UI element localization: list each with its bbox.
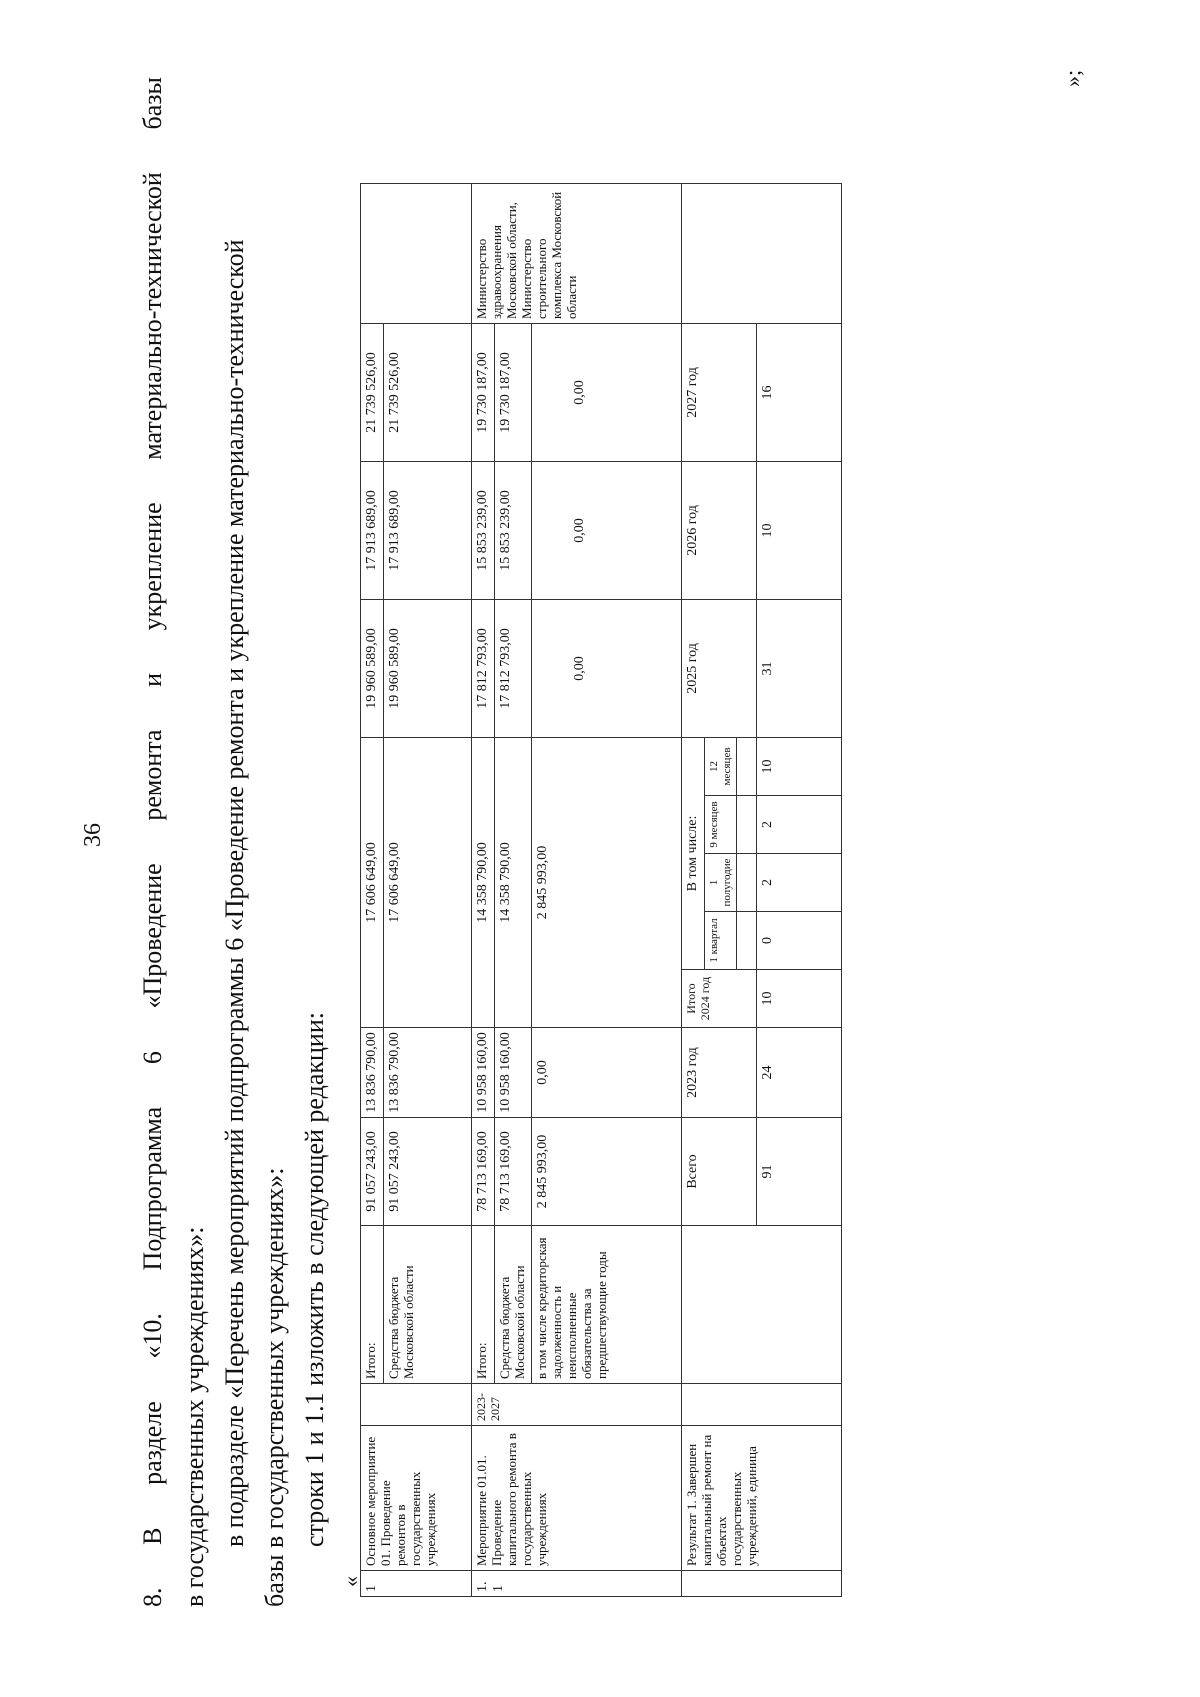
row-1-1-debt-value: 0,00 <box>532 1028 682 1118</box>
row-1-1-responsible: Министерство здравоохранения Московской области, Министерство строительного комплекса Московской области <box>472 183 682 323</box>
row-1-1-budget-value: 19 730 187,00 <box>495 323 532 461</box>
paragraph-8-line-2: в государственных учреждениях»: <box>180 1226 209 1607</box>
row-1-1-period: 2023-2027 <box>472 1384 682 1426</box>
paragraph-8-line-1: 8. В разделе «10. Подпрограмма 6 «Проведение ремонта и укрепление материально-технической базы <box>138 77 167 1607</box>
result-header-including: В том числе: <box>682 737 705 969</box>
row-1-1-budget-value: 15 853 239,00 <box>495 461 532 599</box>
result-header-total: Всего <box>682 1118 757 1226</box>
result-value-9-months: 2 <box>757 796 842 854</box>
row-1-name: Основное мероприятие 01. Проведение ремонтов в государственных учреждениях <box>361 1426 472 1571</box>
row-1-budget-value: 19 960 589,00 <box>384 599 472 737</box>
paragraph-10: строки 1 и 1.1 изложить в следующей редакции: <box>300 1012 329 1547</box>
row-1-budget-label: Средства бюджета Московской области <box>384 1226 472 1384</box>
result-value-12-months: 10 <box>757 737 842 795</box>
result-header-9-months: 9 месяцев <box>705 796 737 854</box>
result-value-q1: 0 <box>757 912 842 970</box>
row-1-1-total-value: 78 713 169,00 <box>472 1118 495 1226</box>
row-1-1-budget-value: 10 958 160,00 <box>495 1028 532 1118</box>
result-value-2027: 16 <box>757 323 842 461</box>
row-1-1-debt-value: 0,00 <box>532 323 682 461</box>
row-1-total-label: Итого: <box>361 1226 384 1384</box>
result-header-2026: 2026 год <box>682 461 757 599</box>
row-1-responsible <box>361 183 472 323</box>
result-name: Результат 1. Завершен капитальный ремонт на объектах государственных учреждений, единица <box>682 1426 842 1571</box>
row-1-1-debt-value: 2 845 993,00 <box>532 1118 682 1226</box>
opening-quote: « <box>338 1576 363 1587</box>
result-value-2024-total: 10 <box>757 970 842 1028</box>
row-1-1-debt-value: 2 845 993,00 <box>532 737 682 1027</box>
row-1-period <box>361 1384 472 1426</box>
row-1-total-value: 17 913 689,00 <box>361 461 384 599</box>
row-1-1-total-value: 15 853 239,00 <box>472 461 495 599</box>
row-1-number: 1 <box>361 1571 472 1597</box>
row-1-total-value: 91 057 243,00 <box>361 1118 384 1226</box>
row-1-1-total-value: 14 358 790,00 <box>472 737 495 1027</box>
closing-quote: »; <box>1060 69 1085 87</box>
row-1-1-total <box>472 96 495 1596</box>
row-1-1-total-value: 17 812 793,00 <box>472 599 495 737</box>
page-number: 36 <box>80 823 106 847</box>
row-1-1-debt-label: в том числе кредиторская задолженность и неисполненные обязательства за предшествующие годы <box>532 1226 682 1384</box>
result-header-2027: 2027 год <box>682 323 757 461</box>
activities-table <box>360 96 842 1597</box>
row-1-budget-value: 21 739 526,00 <box>384 323 472 461</box>
row-1-1-number: 1.1 <box>472 1571 682 1597</box>
row-1-total-value: 13 836 790,00 <box>361 1028 384 1118</box>
row-1-1-debt-value: 0,00 <box>532 461 682 599</box>
row-1-1-debt-value: 0,00 <box>532 599 682 737</box>
row-1-total-value: 21 739 526,00 <box>361 323 384 461</box>
result-header-2024-total: Итого 2024 год <box>682 970 757 1028</box>
result-header-q1: 1 квартал <box>705 912 737 970</box>
result-header-2023: 2023 год <box>682 1028 757 1118</box>
result-value-2023: 24 <box>757 1028 842 1118</box>
row-1-1-total-value: 10 958 160,00 <box>472 1028 495 1118</box>
result-header-a <box>682 96 705 1596</box>
result-value-half-year: 2 <box>757 854 842 912</box>
row-1-1-name: Мероприятие 01.01. Проведение капитального ремонта в государственных учреждениях <box>472 1426 682 1571</box>
paragraph-9-line-2: базы в государственных учреждениях»: <box>260 1167 289 1607</box>
row-1-1-total-label: Итого: <box>472 1226 495 1384</box>
result-header-half-year: 1 полугодие <box>705 854 737 912</box>
result-header-12-months: 12 месяцев <box>705 737 737 795</box>
result-value-2026: 10 <box>757 461 842 599</box>
row-1-1-budget-value: 14 358 790,00 <box>495 737 532 1027</box>
result-header-2025: 2025 год <box>682 599 757 737</box>
row-1-total-value: 19 960 589,00 <box>361 599 384 737</box>
row-1-total-value: 17 606 649,00 <box>361 737 384 1027</box>
row-1-1-budget-value: 17 812 793,00 <box>495 599 532 737</box>
row-1-budget-value: 17 913 689,00 <box>384 461 472 599</box>
result-value-2025: 31 <box>757 599 842 737</box>
row-1-1-budget-label: Средства бюджета Московской области <box>495 1226 532 1384</box>
row-1-total <box>361 96 384 1596</box>
row-1-budget-value: 13 836 790,00 <box>384 1028 472 1118</box>
paragraph-9-line-1: в подразделе «Перечень мероприятий подпрограммы 6 «Проведение ремонта и укрепление материально-технической <box>220 239 249 1547</box>
result-value-total: 91 <box>757 1118 842 1226</box>
row-1-budget-value: 17 606 649,00 <box>384 737 472 1027</box>
row-1-1-total-value: 19 730 187,00 <box>472 323 495 461</box>
row-1-1-budget-value: 78 713 169,00 <box>495 1118 532 1226</box>
row-1-budget-value: 91 057 243,00 <box>384 1118 472 1226</box>
